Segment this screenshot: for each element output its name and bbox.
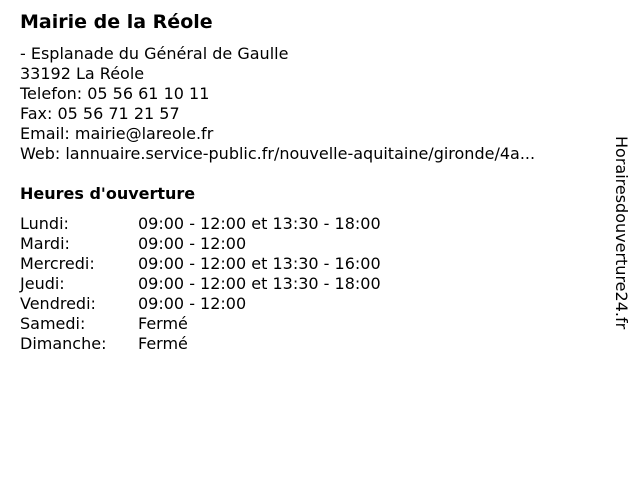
city-line: 33192 La Réole (20, 64, 145, 83)
hours-time: 09:00 - 12:00 et 13:30 - 16:00 (138, 254, 381, 273)
brand-watermark: Horairesdouverture24.fr (612, 136, 631, 330)
hours-time: Fermé (138, 334, 188, 353)
hours-table (20, 214, 381, 354)
web-line: Web: lannuaire.service-public.fr/nouvelle-aquitaine/gironde/4a... (20, 144, 536, 163)
hours-row-thursday (20, 274, 381, 294)
hours-time: 09:00 - 12:00 et 13:30 - 18:00 (138, 274, 381, 293)
hours-time: 09:00 - 12:00 (138, 234, 247, 253)
hours-day: Mercredi: (20, 254, 95, 273)
address-block (20, 44, 535, 164)
hours-day: Vendredi: (20, 294, 96, 313)
hours-heading: Heures d'ouverture (20, 184, 196, 203)
street-line: - Esplanade du Général de Gaulle (20, 44, 289, 63)
phone-line: Telefon: 05 56 61 10 11 (20, 84, 210, 103)
hours-day: Mardi: (20, 234, 70, 253)
hours-row-sunday (20, 334, 381, 354)
email-line: Email: mairie@lareole.fr (20, 124, 214, 143)
hours-time: 09:00 - 12:00 (138, 294, 247, 313)
page-title: Mairie de la Réole (20, 11, 213, 33)
hours-day: Lundi: (20, 214, 69, 233)
hours-day: Jeudi: (20, 274, 65, 293)
hours-row-wednesday (20, 254, 381, 274)
hours-row-saturday (20, 314, 381, 334)
fax-line: Fax: 05 56 71 21 57 (20, 104, 180, 123)
hours-row-monday (20, 214, 381, 234)
hours-time: Fermé (138, 314, 188, 333)
hours-row-tuesday (20, 234, 381, 254)
hours-day: Samedi: (20, 314, 86, 333)
hours-day: Dimanche: (20, 334, 107, 353)
hours-row-friday (20, 294, 381, 314)
hours-time: 09:00 - 12:00 et 13:30 - 18:00 (138, 214, 381, 233)
